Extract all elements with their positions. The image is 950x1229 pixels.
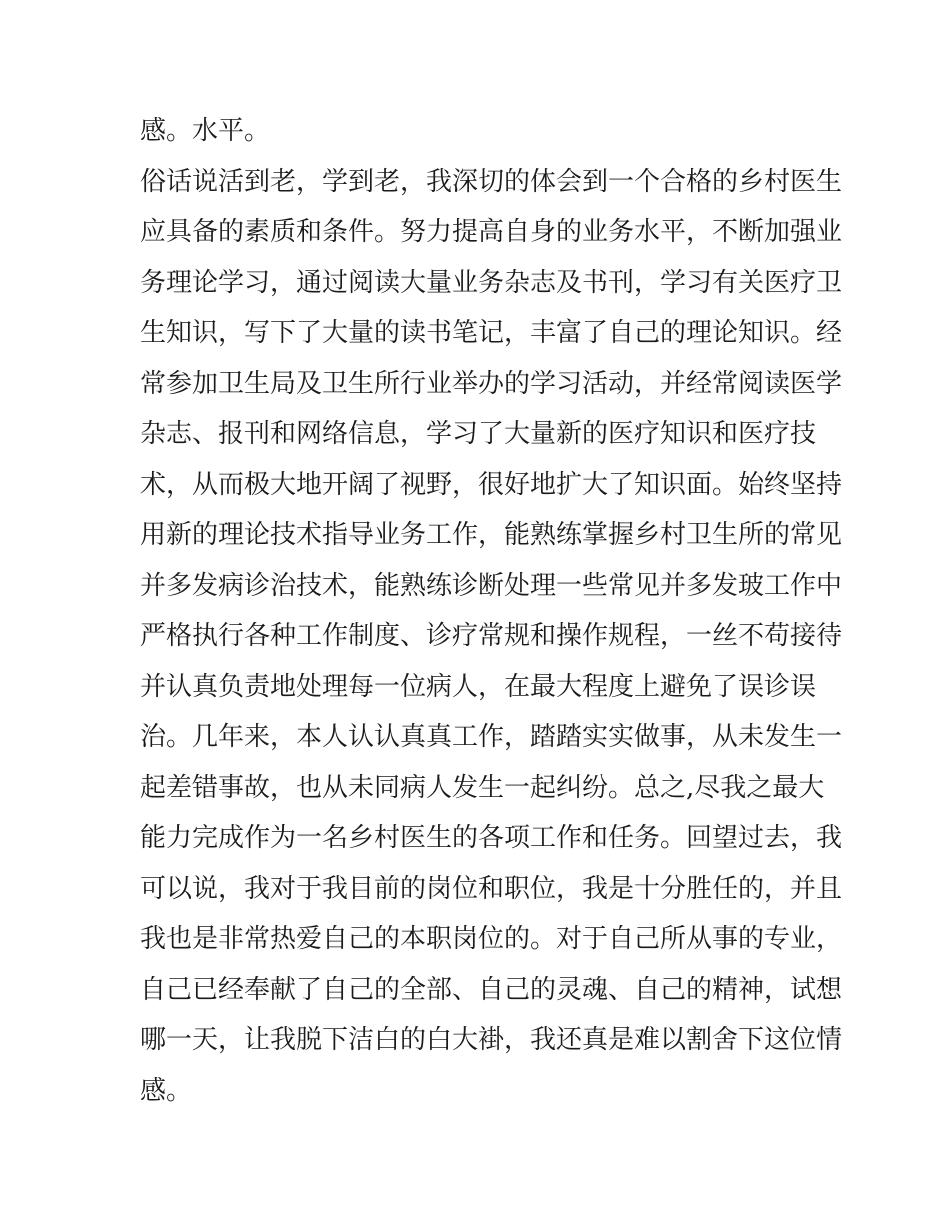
text-line-2: 俗话说活到老，学到老，我深切的体会到一个合格的乡村医生 xyxy=(140,166,843,197)
text-line-14: 起差错事故，也从未同病人发生一起纠纷。总之,尽我之最大 xyxy=(140,772,825,803)
text-line-13: 治。几年来，本人认认真真工作，踏踏实实做事，从未发生一 xyxy=(140,722,843,752)
text-line-12: 并认真负责地处理每一位病人，在最大程度上避免了误诊误 xyxy=(140,671,817,702)
text-line-16: 可以说，我对于我目前的岗位和职位，我是十分胜任的，并且 xyxy=(140,873,843,904)
text-line-6: 常参加卫生局及卫生所行业举办的学习活动，并经常阅读医学 xyxy=(140,368,843,399)
text-line-5: 生知识，写下了大量的读书笔记，丰富了自己的理论知识。经 xyxy=(140,318,843,348)
text-line-15: 能力完成作为一名乡村医生的各项工作和任务。回望过去，我 xyxy=(140,823,843,853)
text-line-1: 感。水平。 xyxy=(140,116,271,146)
text-line-11: 严格执行各种工作制度、诊疗常规和操作规程，一丝不苟接待 xyxy=(140,621,843,651)
text-line-8: 术，从而极大地开阔了视野，很好地扩大了知识面。始终坚持 xyxy=(140,469,843,500)
text-line-9: 用新的理论技术指导业务工作，能熟练掌握乡村卫生所的常见 xyxy=(140,520,843,550)
text-line-4: 务理论学习，通过阅读大量业务杂志及书刊，学习有关医疗卫 xyxy=(140,267,843,298)
text-line-17: 我也是非常热爱自己的本职岗位的。对于自己所从事的专业， xyxy=(140,924,843,954)
text-line-19: 哪一天，让我脱下洁白的白大褂，我还真是难以割舍下这位情 xyxy=(140,1025,843,1055)
text-line-20: 感。 xyxy=(140,1075,193,1106)
text-line-7: 杂志、报刊和网络信息，学习了大量新的医疗知识和医疗技 xyxy=(140,419,817,449)
text-line-3: 应具备的素质和条件。努力提高自身的业务水平，不断加强业 xyxy=(140,217,843,247)
text-line-10: 并多发病诊治技术，能熟练诊断处理一些常见并多发玻工作中 xyxy=(140,570,843,601)
text-line-18: 自己已经奉献了自己的全部、自己的灵魂、自己的精神，试想 xyxy=(140,974,843,1005)
body-text xyxy=(140,108,843,1118)
